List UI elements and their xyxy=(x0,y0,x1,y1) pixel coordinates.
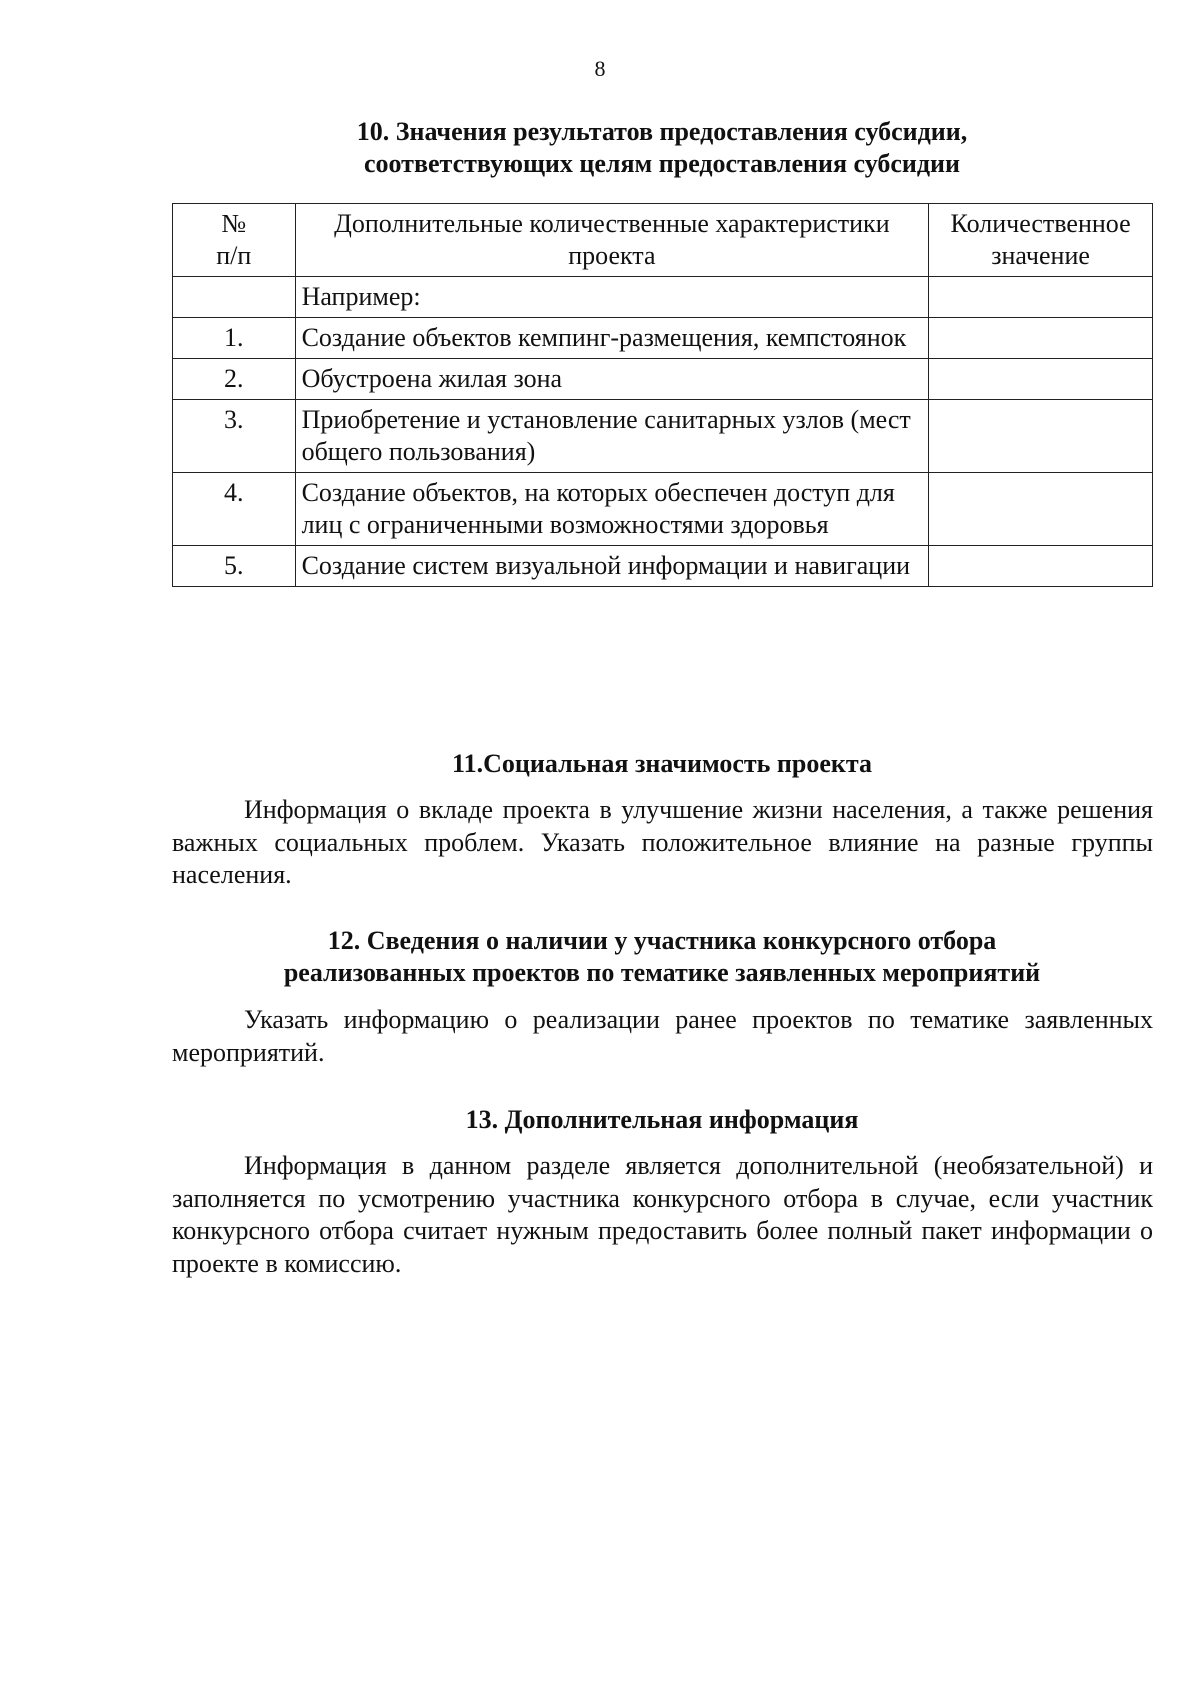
section-12-paragraph: Указать информацию о реализации ранее проектов по тематике заявленных мероприятий. xyxy=(172,1005,1153,1067)
table-cell-text: Создание объектов кемпинг-размещения, кемпстоянок xyxy=(295,318,929,359)
table-cell-num: 2. xyxy=(173,359,296,400)
header-num-cell xyxy=(173,204,296,277)
header-desc-line-1: Дополнительные количественные характеристики xyxy=(334,209,890,238)
table-cell-text: Создание объектов, на которых обеспечен доступ для лиц с ограниченными возможностями здоровья xyxy=(295,473,929,546)
table-header-row xyxy=(173,204,1153,277)
header-value-cell xyxy=(929,204,1153,277)
table-cell-value xyxy=(929,546,1153,587)
section-12-heading-line-2: реализованных проектов по тематике заявленных мероприятий xyxy=(283,958,1041,987)
table-cell-num: 4. xyxy=(173,473,296,546)
table-row-example xyxy=(173,277,1153,318)
page-number: 8 xyxy=(594,56,606,81)
section-12-heading xyxy=(172,925,1152,989)
table-row xyxy=(173,318,1153,359)
table-cell-value xyxy=(929,318,1153,359)
header-value-line-1: Количественное xyxy=(950,209,1131,238)
table-row xyxy=(173,359,1153,400)
table-cell-text: Обустроена жилая зона xyxy=(295,359,929,400)
section-11-heading xyxy=(172,748,1152,780)
section-13-heading xyxy=(172,1104,1152,1136)
table-cell-num xyxy=(173,277,296,318)
table-cell-num: 1. xyxy=(173,318,296,359)
table-cell-value xyxy=(929,473,1153,546)
table-cell-example-label: Например: xyxy=(295,277,929,318)
header-desc-cell xyxy=(295,204,929,277)
table-row xyxy=(173,473,1153,546)
table-cell-num: 5. xyxy=(173,546,296,587)
table-row xyxy=(173,400,1153,473)
header-value-line-2: значение xyxy=(991,241,1090,270)
section-10-heading-line-2: соответствующих целям предоставления субсидии xyxy=(363,149,961,178)
section-11-paragraph: Информация о вкладе проекта в улучшение жизни населения, а также решения важных социальных проблем. Указать положительное влияние на разные группы населения. xyxy=(172,795,1153,889)
results-table xyxy=(172,203,1153,587)
section-13-paragraph: Информация в данном разделе является дополнительной (необязательной) и заполняется по усмотрению участника конкурсного отбора в случае, если участник конкурсного отбора считает нужным предоставить более полный пакет информации о проекте в комиссию. xyxy=(172,1151,1153,1278)
table-cell-text: Приобретение и установление санитарных узлов (мест общего пользования) xyxy=(295,400,929,473)
table-cell-value xyxy=(929,400,1153,473)
section-11-heading-text: 11.Социальная значимость проекта xyxy=(452,749,872,778)
table-cell-text: Создание систем визуальной информации и навигации xyxy=(295,546,929,587)
table-row xyxy=(173,546,1153,587)
header-desc-line-2: проекта xyxy=(568,241,656,270)
section-10-heading-line-1: 10. Значения результатов предоставления субсидии, xyxy=(356,117,968,146)
section-12-heading-line-1: 12. Сведения о наличии у участника конкурсного отбора xyxy=(327,926,997,955)
table-cell-value xyxy=(929,359,1153,400)
section-10-heading xyxy=(172,116,1152,180)
header-num-line-1: № xyxy=(221,209,247,238)
table-cell-num: 3. xyxy=(173,400,296,473)
header-num-line-2: п/п xyxy=(216,241,252,270)
table-cell-value xyxy=(929,277,1153,318)
section-13-heading-text: 13. Дополнительная информация xyxy=(465,1105,859,1134)
